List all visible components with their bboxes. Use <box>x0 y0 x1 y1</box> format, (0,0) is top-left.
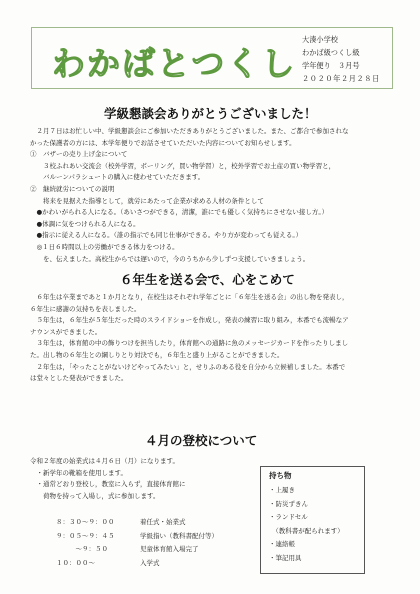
schedule-row: １０：００～ 入学式 <box>56 558 160 567</box>
belongings-list <box>269 484 344 566</box>
schedule-row: ９：０５～９：４５ 学級指い（教科書配付等） <box>56 531 218 540</box>
newsletter-title: わかばとつくし <box>52 44 297 83</box>
issue-number: 学年便り ３月号 <box>302 61 360 70</box>
belongings-item: ・連絡帳 <box>269 540 295 549</box>
section-body-conference: ２月７日はお忙しい中、学級懇談会にご参加いただきありがとうございました。また、ご都合で参加されな かった保護者の方には、本学年便りでお話させていただいた内容についてお知らせします。 ① バザーの売り上げ金について ３校ふれあい交流会（校外学習，ボーリング，買い物学習）と，校外学習でお土産の買い物学習と， バルーンパラシュートの購入に使わせていただきます。 ② 継続就労についての説明 将来を見据えた指導として，就労にあたって企業が求める人材の条件として ●かわいがられる人になる。（あいさつができる，清潔，誰にでも優しく気持ちにさせない接し方。） ●体調に気をつけられる人になる。 ●指示に従える人になる。（誰の指示でも同じ仕事ができる。やり方が変わっても従える。） ◎１日６時間以上の労働ができる体力をつける。 を、伝えました。高校生からでは遅いので，今のうちから少しずつ支援していきましょう。 <box>30 127 349 263</box>
schedule-row: ８：３０～９：００ 着任式・始業式 <box>56 518 186 526</box>
section-body-april: 令和２年度の始業式は４月６日（月）になります。 ・新学年の靴箱を使用します。 ・通常どおり登校し，教室に入らず，直接体育館に 荷物を持って入場し，式に参加します。 <box>30 457 186 500</box>
schedule-row: ～９：５０ 児童体育館入場完了 <box>56 545 199 553</box>
school-name: 大湊小学校 <box>302 35 338 44</box>
belongings-title: 持ち物 <box>269 471 292 480</box>
section-body-farewell: ６年生は卒業まであと１か月となり，在校生はそれぞれ学年ごとに「６年生を送る会」の出し物を発表し， ６年生に感謝の気持ちを表しました。 ５年生は，６年生が５年生だった時のスライドショーを作成し，発表の練習に取り組み，本番でも流暢なア ナウンスができました。 ３年生は，体育館の中の飾りつけを担当したり，体育館への通路に魚のメッセージカードを作ったりしまし た。出し物の６年生との綱しりとり対決でも，６年生と盛り上がることができました。 ２年生は，「やったことがないけどやってみたい」と，せりふのある役を自分から立候補しました。本番で は堂々とした発表ができました。 <box>30 293 349 383</box>
belongings-box <box>260 466 365 574</box>
section-heading-conference: 学級懇談会ありがとうございました！ <box>104 106 317 121</box>
belongings-item: （教科書が配られます） <box>269 526 344 535</box>
section-heading-farewell: ６年生を送る会で、心をこめて <box>120 272 295 287</box>
belongings-item: ・ランドセル <box>269 513 308 522</box>
belongings-item: ・防災ずきん <box>269 499 308 508</box>
issue-meta <box>302 33 380 85</box>
issue-date: ２０２０年２月２８日 <box>302 74 380 83</box>
masthead <box>31 27 393 89</box>
section-heading-april: ４月の登校について <box>145 433 258 448</box>
belongings-item: ・筆記用具 <box>269 553 302 562</box>
belongings-item: ・上履き <box>269 486 295 494</box>
class-name: わかば級つくし級 <box>302 48 360 57</box>
schedule-list <box>56 516 218 570</box>
